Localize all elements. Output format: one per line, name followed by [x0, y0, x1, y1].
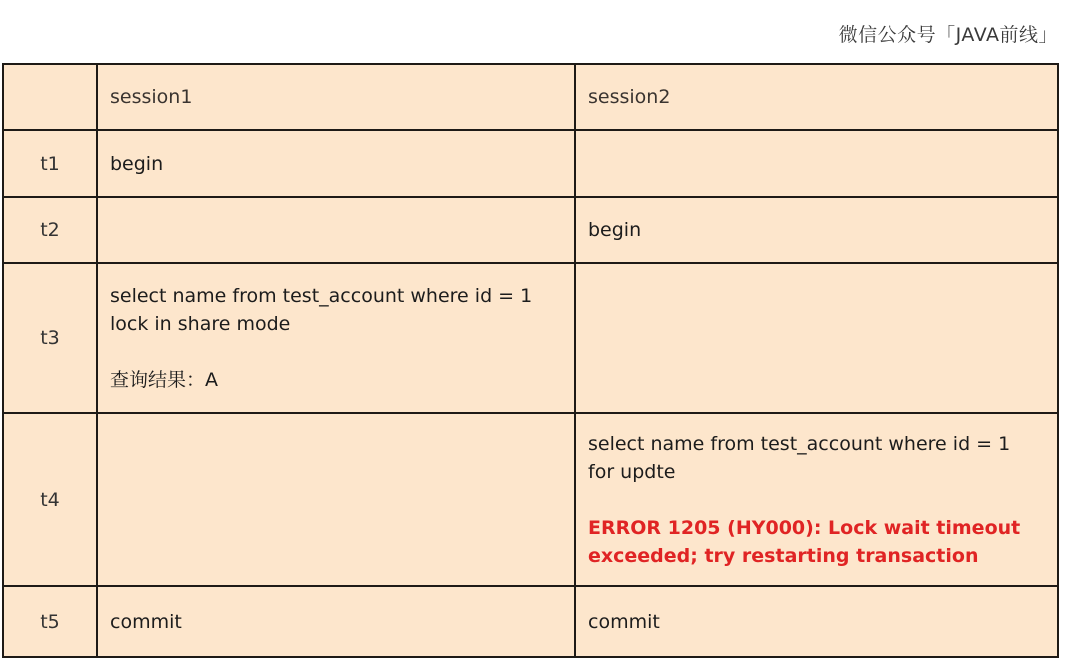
session1-cell [97, 586, 575, 657]
time-cell: t1 [3, 130, 97, 197]
sql-line: lock in share mode [110, 313, 291, 335]
session1-cell [97, 263, 575, 413]
session2-cell [575, 130, 1058, 197]
spacer [588, 486, 1045, 514]
error-message: ERROR 1205 (HY000): Lock wait timeout [588, 516, 1021, 539]
session2-cell [575, 197, 1058, 263]
session2-cell [575, 586, 1058, 657]
session1-cell [97, 130, 575, 197]
query-result: 查询结果：A [110, 369, 218, 391]
session2-cell [575, 263, 1058, 413]
time-cell: t5 [3, 586, 97, 657]
table-header-row [3, 64, 1058, 130]
sql-line: commit [110, 610, 182, 633]
watermark: 微信公众号「JAVA前线」 [838, 24, 1058, 46]
table-row-t5 [3, 586, 1058, 657]
sql-line: commit [588, 610, 660, 633]
table-row-t2 [3, 197, 1058, 263]
table-row-t3 [3, 263, 1058, 413]
time-cell: t4 [3, 413, 97, 586]
table-row-t1 [3, 130, 1058, 197]
session1-cell [97, 197, 575, 263]
sql-line: begin [110, 152, 164, 175]
session2-cell [575, 413, 1058, 586]
spacer [110, 338, 562, 366]
sql-line: select name from test_account where id = 1 [588, 432, 1011, 455]
error-message: exceeded; try restarting transaction [588, 544, 979, 567]
sql-line: for updte [588, 460, 676, 483]
session1-cell [97, 413, 575, 586]
header-session1: session1 [97, 64, 575, 130]
time-cell: t2 [3, 197, 97, 263]
sql-line: begin [588, 219, 642, 241]
header-session2: session2 [575, 64, 1058, 130]
sql-line: select name from test_account where id = 1 [110, 285, 533, 307]
header-time-cell [3, 64, 97, 130]
table-row-t4 [3, 413, 1058, 586]
transaction-timeline-table [2, 63, 1059, 658]
time-cell: t3 [3, 263, 97, 413]
